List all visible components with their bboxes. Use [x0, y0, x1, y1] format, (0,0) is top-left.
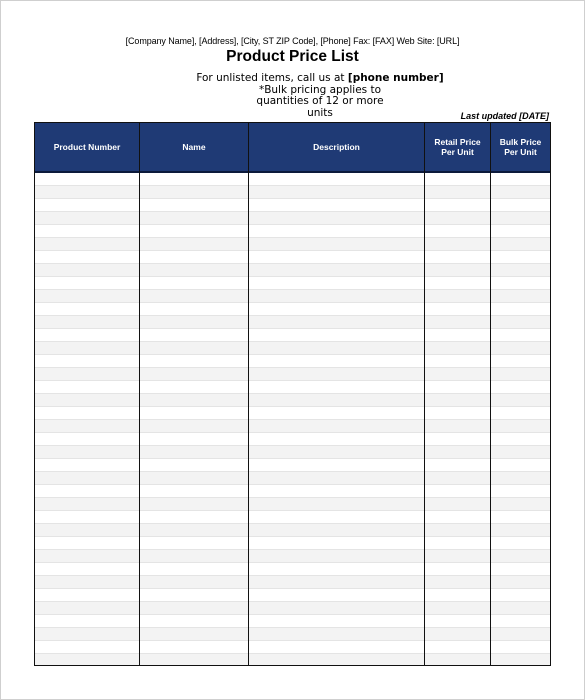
table-body: [35, 173, 550, 665]
table-row: [35, 303, 550, 316]
table-row: [35, 420, 550, 433]
table-row: [35, 316, 550, 329]
column-header-retail-price: Retail Price Per Unit: [425, 123, 491, 171]
table-row: [35, 251, 550, 264]
table-row: [35, 472, 550, 485]
table-row: [35, 186, 550, 199]
table-row: [35, 355, 550, 368]
table-row: [35, 407, 550, 420]
company-info: [Company Name], [Address], [City, ST ZIP Code], [Phone] Fax: [FAX] Web Site: [URL]: [125, 36, 460, 46]
table-row: [35, 589, 550, 602]
table-row: [35, 524, 550, 537]
table-row: [35, 602, 550, 615]
table-row: [35, 173, 550, 186]
table-row: [35, 264, 550, 277]
column-header-description: Description: [249, 123, 425, 171]
column-divider: [424, 123, 425, 665]
table-row: [35, 290, 550, 303]
note-line-2: *Bulk pricing applies to: [258, 83, 382, 96]
last-updated: Last updated [DATE]: [460, 111, 549, 121]
note-phone: [phone number]: [347, 72, 444, 84]
column-divider: [248, 123, 249, 665]
table-row: [35, 576, 550, 589]
table-row: [35, 225, 550, 238]
note-line-4: units: [307, 106, 333, 119]
table-header: [35, 123, 550, 173]
column-header-product-number: Product Number: [35, 123, 140, 171]
note-prefix: For unlisted items, call us at: [196, 72, 348, 84]
table-row: [35, 498, 550, 511]
table-row: [35, 277, 550, 290]
table-row: [35, 485, 550, 498]
note-line-1: [0, 73, 585, 85]
column-divider: [490, 123, 491, 665]
table-row: [35, 446, 550, 459]
table-row: [35, 550, 550, 563]
column-header-bulk-price: Bulk Price Per Unit: [499, 137, 542, 157]
table-row: [35, 628, 550, 641]
table-row: [35, 212, 550, 225]
column-header-name: Name: [140, 123, 249, 171]
note-line-3: quantities of 12 or more: [256, 95, 384, 107]
price-table: [34, 122, 551, 666]
table-row: [35, 394, 550, 407]
table-row: [35, 342, 550, 355]
table-row: [35, 615, 550, 628]
table-row: [35, 368, 550, 381]
table-row: [35, 433, 550, 446]
table-row: [35, 537, 550, 550]
table-row: [35, 459, 550, 472]
table-row: [35, 199, 550, 212]
page-title: Product Price List: [226, 48, 359, 65]
table-row: [35, 381, 550, 394]
table-row: [35, 329, 550, 342]
table-row: [35, 511, 550, 524]
table-row: [35, 563, 550, 576]
table-row: [35, 654, 550, 665]
column-divider: [139, 123, 140, 665]
table-row: [35, 641, 550, 654]
table-row: [35, 238, 550, 251]
